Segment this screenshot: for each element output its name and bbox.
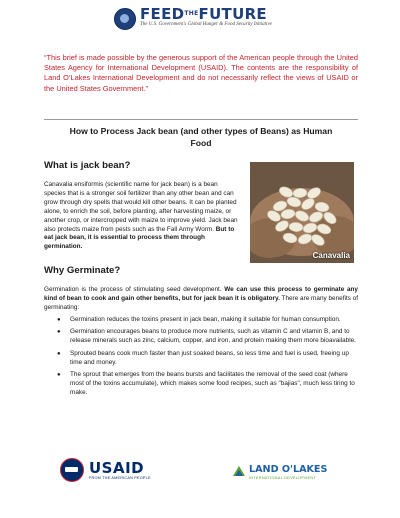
ftf-tagline: The U.S. Government's Global Hunger & Food Security Initiative [140,22,272,27]
usaid-wordmark: USAID [89,459,145,477]
ftf-name: $FEED^{THE}FUTURE$ [140,5,267,23]
photo-caption: Canavalia [312,251,350,260]
heading-what-is-jack-bean: What is jack bean? [44,160,131,171]
benefits-list [57,316,358,401]
jack-bean-emphasis: But to eat jack bean, it is essential to process them through germination. [44,225,235,251]
land-olakes-mark-icon [232,464,246,478]
jack-bean-paragraph: Canavalia ensiformis (scientific name for jack bean) is a bean species that is a stronger soil fertilizer than any other bean and can grow through dry spells that would kill other beans. It can be planted alone, to enrich the soil, before planting, after harvesting maize, or another crop, or intercropped with maize to improve yield. Jack bean also protects maize from pests such as the Fall Army Worm. But to eat jack bean, it is essential to process them through germination. [44,181,238,251]
bullet-icon: ● [57,329,61,336]
heading-why-germinate: Why Germinate? [44,265,121,276]
divider [44,119,358,120]
bullet-icon: ● [57,372,61,379]
germination-paragraph: Germination is the process of stimulating seed development. We can use this process to germinate any kind of bean to cook and gain other benefits, but for jack bean it is obligatory. There are many benefits of germinating: [44,286,358,311]
usaid-seal-icon [60,458,84,482]
usaid-tagline: FROM THE AMERICAN PEOPLE [89,476,151,480]
document-title: How to Process Jack bean (and other types of Beans) as Human Food [69,126,333,148]
list-item: ● The sprout that emerges from the beans bursts and facilitates the removal of the seed coat (where most of the toxins accumulate), which makes some food recipes, such as "bajias", much less tiring to make. [57,371,355,396]
canavalia-beans-photo [250,162,354,263]
usaid-logo [60,458,170,484]
beans-in-hands-image [250,162,354,263]
ftf-wordmark [140,6,272,28]
germination-emphasis: We can use this process to germinate any kind of bean to cook and gain other benefits, but for jack bean it is obligatory. [44,286,358,302]
globe-seal-icon [114,8,136,30]
land-olakes-tagline: INTERNATIONAL DEVELOPMENT [249,476,317,480]
land-olakes-logo [232,464,352,486]
bullet-icon: ● [57,350,61,357]
bullet-icon: ● [57,317,61,323]
feed-the-future-logo [114,6,286,36]
land-olakes-wordmark: LAND O'LAKES [249,464,328,475]
list-item: ● Germination reduces the toxins present in jack bean, making it suitable for human consumption. [57,316,341,323]
list-item: ● Germination encourages beans to produce more nutrients, such as vitamin C and vitamin B, and to release minerals such as zinc, calcium, copper, and iron, and protein making them more bioavailable. [57,328,356,345]
list-item: ● Sprouted beans cook much faster than just soaked beans, so less time and fuel is used, freeing up time and money. [57,349,349,366]
usaid-disclaimer: “This brief is made possible by the generous support of the American people through the United States Agency for International Development (USAID). The contents are the responsibility of Land O’Lakes International Development and do not necessarily reflect the views of USAID or the United States Government.” [44,53,358,93]
